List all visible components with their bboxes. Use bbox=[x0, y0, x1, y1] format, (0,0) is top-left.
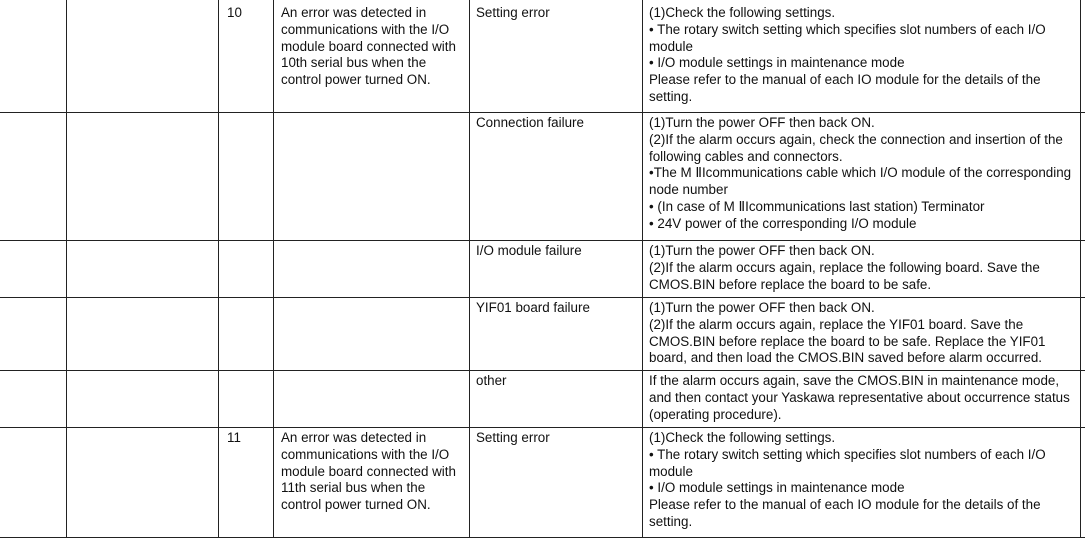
alarm-description: An error was detected in communications with the I/O module board connected with 11th serial bus when the control power turned ON. bbox=[281, 430, 456, 513]
remedy-line: Please refer to the manual of each IO module for the details of the setting. bbox=[649, 497, 1041, 529]
alarm-cause: Setting error bbox=[476, 5, 550, 20]
column-divider bbox=[642, 0, 643, 538]
column-divider bbox=[273, 0, 274, 538]
remedy-line: If the alarm occurs again, save the CMOS.BIN in maintenance mode, and then contact your Yaskawa representative about occurrence status (operating procedure). bbox=[649, 373, 1070, 422]
alarm-remedy bbox=[649, 373, 1079, 423]
column-divider bbox=[66, 0, 67, 538]
remedy-line: (1)Check the following settings. bbox=[649, 5, 836, 20]
alarm-subcode: 10 bbox=[227, 5, 242, 20]
remedy-line: (1)Turn the power OFF then back ON. bbox=[649, 243, 875, 258]
row-divider bbox=[0, 427, 1085, 428]
alarm-cause: Connection failure bbox=[476, 115, 584, 130]
alarm-subcode: 11 bbox=[227, 430, 241, 445]
remedy-line: (2)If the alarm occurs again, replace the YIF01 board. Save the CMOS.BIN before replace the board to be safe. Replace the YIF01 board, and then load the CMOS.BIN saved before alarm occurred. bbox=[649, 316, 1046, 366]
alarm-description: An error was detected in communications with the I/O module board connected with 10th serial bus when the control power turned ON. bbox=[281, 5, 456, 88]
row-divider bbox=[0, 297, 1085, 298]
alarm-cause: Setting error bbox=[476, 430, 550, 445]
alarm-remedy bbox=[649, 5, 1079, 106]
alarm-remedy bbox=[649, 115, 1079, 233]
remedy-line: • I/O module settings in maintenance mode bbox=[649, 480, 905, 496]
column-divider bbox=[1080, 0, 1081, 538]
remedy-line: Please refer to the manual of each IO module for the details of the setting. bbox=[649, 72, 1041, 104]
row-divider bbox=[0, 370, 1085, 371]
remedy-line: (1)Check the following settings. bbox=[649, 430, 836, 445]
remedy-line: (1)Turn the power OFF then back ON. bbox=[649, 115, 875, 130]
remedy-line: (2)If the alarm occurs again, check the connection and insertion of the following cables and connectors. bbox=[649, 131, 1063, 164]
remedy-line: • I/O module settings in maintenance mode bbox=[649, 55, 905, 71]
row-divider bbox=[0, 537, 1085, 538]
row-divider bbox=[0, 240, 1085, 241]
remedy-line: (1)Turn the power OFF then back ON. bbox=[649, 300, 875, 315]
remedy-line: (2)If the alarm occurs again, replace the following board. Save the CMOS.BIN before replace the board to be safe. bbox=[649, 259, 1040, 292]
row-divider bbox=[0, 112, 1085, 113]
alarm-cause: YIF01 board failure bbox=[476, 300, 590, 315]
remedy-line: • 24V power of the corresponding I/O module bbox=[649, 215, 917, 231]
alarm-cause: other bbox=[476, 373, 507, 388]
remedy-line: • (In case of M ⅡIcommunications last station) Terminator bbox=[649, 198, 985, 214]
remedy-line: • The rotary switch setting which specifies slot numbers of each I/O module bbox=[649, 21, 1046, 54]
column-divider bbox=[218, 0, 219, 538]
column-divider bbox=[469, 0, 470, 538]
alarm-remedy bbox=[649, 300, 1079, 367]
remedy-line: • The rotary switch setting which specifies slot numbers of each I/O module bbox=[649, 446, 1046, 479]
remedy-line: •The M ⅡIcommunications cable which I/O module of the corresponding node number bbox=[649, 165, 1072, 198]
alarm-remedy bbox=[649, 430, 1079, 531]
alarm-remedy bbox=[649, 243, 1079, 293]
alarm-cause: I/O module failure bbox=[476, 243, 582, 258]
